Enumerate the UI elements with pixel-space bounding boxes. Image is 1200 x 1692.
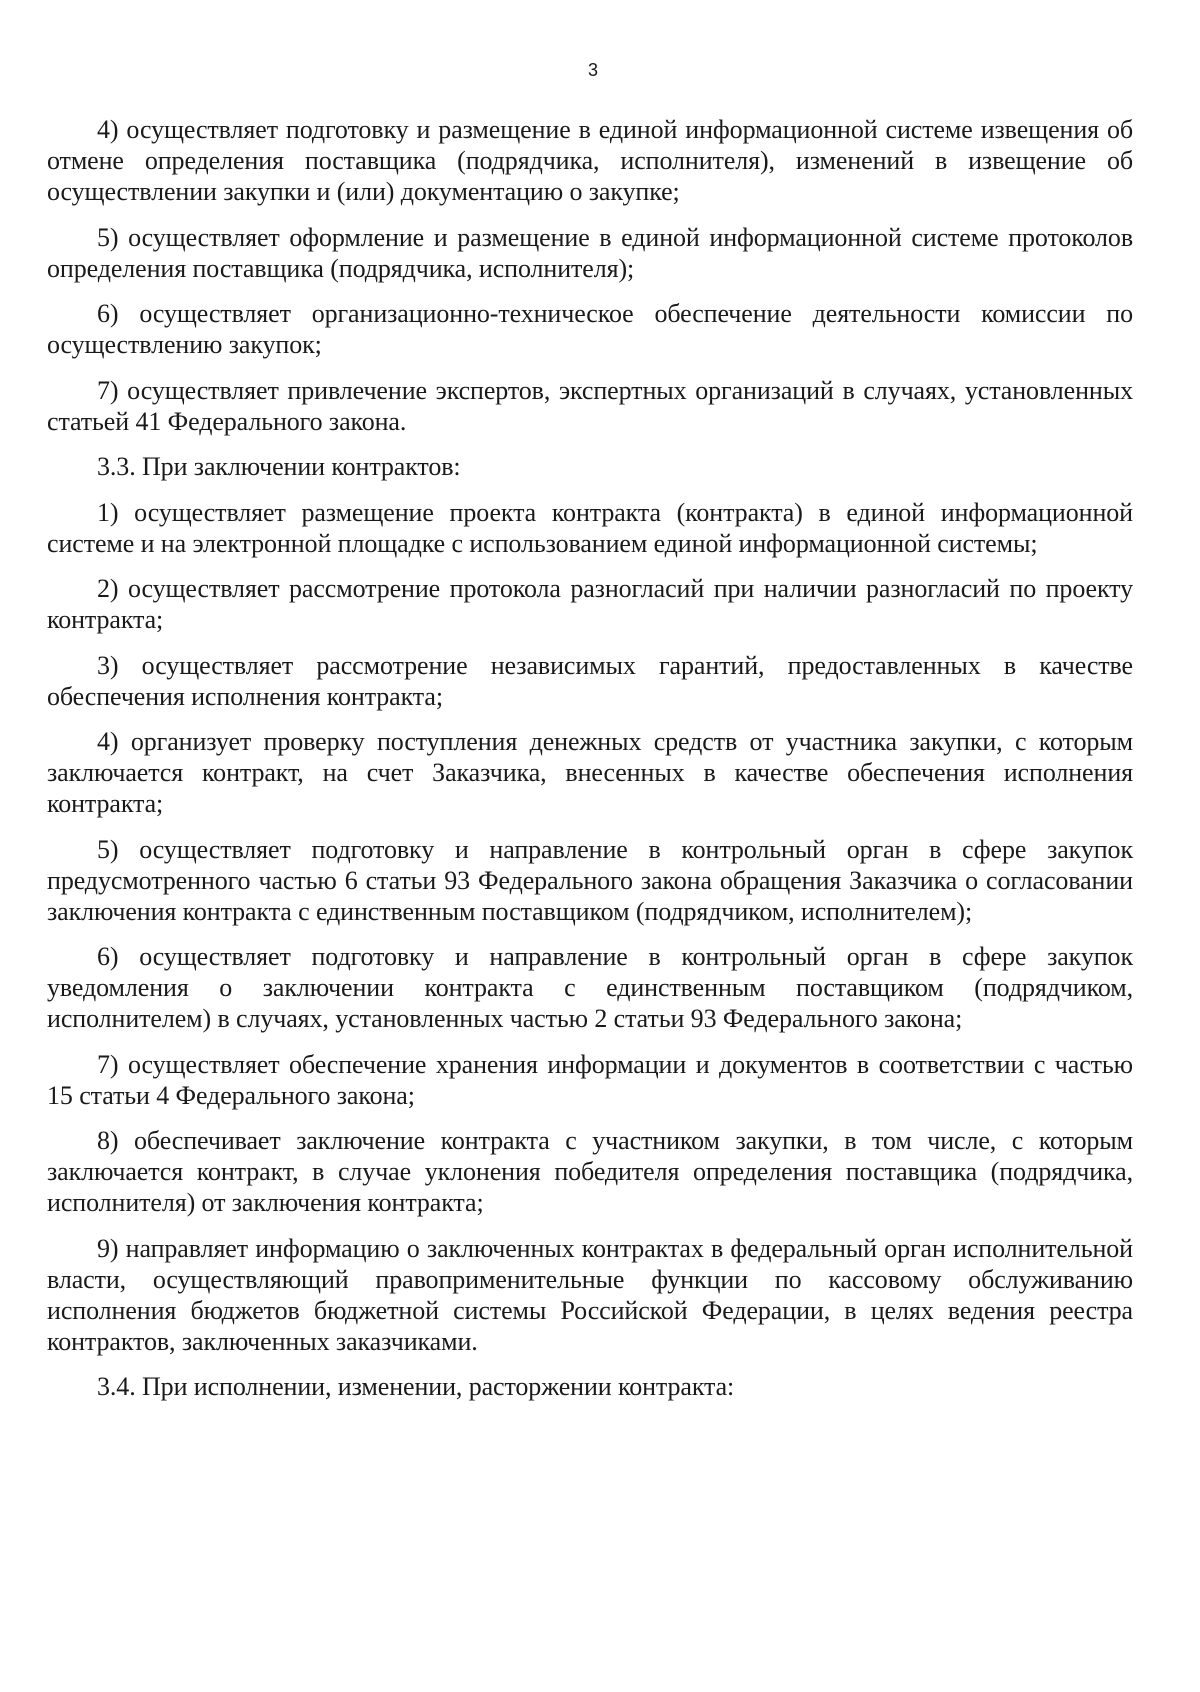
paragraph-item-6: 6) осуществляет организационно-техническое обеспечение деятельности комиссии по осуществлению закупок; [47, 299, 1133, 359]
paragraph-item-4: 4) осуществляет подготовку и размещение в единой информационной системе извещения об отмене определения поставщика (подрядчика, исполнителя), изменений в извещение об осуществлении закупки и (или) документацию о закупке; [47, 115, 1133, 206]
paragraph-item-3-3-4: 4) организует проверку поступления денежных средств от участника закупки, с которым заключается контракт, на счет Заказчика, внесенных в качестве обеспечения исполнения контракта; [47, 727, 1133, 818]
paragraph-item-3-3-1: 1) осуществляет размещение проекта контракта (контракта) в единой информационной системе и на электронной площадке с использованием единой информационной системы; [47, 497, 1133, 558]
paragraph-item-5: 5) осуществляет оформление и размещение в единой информационной системе протоколов определения поставщика (подрядчика, исполнителя); [47, 222, 1133, 283]
document-body [47, 114, 1133, 1417]
paragraph-item-3-3-3: 3) осуществляет рассмотрение независимых гарантий, предоставленных в качестве обеспечения исполнения контракта; [47, 650, 1133, 711]
page-number: 3 [587, 60, 598, 80]
section-heading-3-4: 3.4. При исполнении, изменении, расторжении контракта: [97, 1372, 735, 1401]
paragraph-item-3-3-6: 6) осуществляет подготовку и направление в контрольный орган в сфере закупок уведомления о заключении контракта с единственным поставщиком (подрядчиком, исполнителем) в случаях, установленных частью 2 статьи 93 Федерального закона; [47, 942, 1133, 1033]
paragraph-item-3-3-9: 9) направляет информацию о заключенных контрактах в федеральный орган исполнительной власти, осуществляющий правоприменительные функции по кассовому обслуживанию исполнения бюджетов бюджетной системы Российской Федерации, в целях ведения реестра контрактов, заключенных заказчиками. [47, 1233, 1133, 1356]
paragraph-item-3-3-5: 5) осуществляет подготовку и направление в контрольный орган в сфере закупок предусмотренного частью 6 статьи 93 Федерального закона обращения Заказчика о согласовании заключения контракта с единственным поставщиком (подрядчиком, исполнителем); [47, 834, 1133, 926]
paragraph-item-7: 7) осуществляет привлечение экспертов, экспертных организаций в случаях, установленных статьей 41 Федерального закона. [47, 375, 1133, 436]
paragraph-item-3-3-2: 2) осуществляет рассмотрение протокола разногласий при наличии разногласий по проекту контракта; [47, 574, 1133, 634]
paragraph-item-3-3-7: 7) осуществляет обеспечение хранения информации и документов в соответствии с частью 15 статьи 4 Федерального закона; [47, 1049, 1133, 1110]
paragraph-item-3-3-8: 8) обеспечивает заключение контракта с участником закупки, в том числе, с которым заключается контракт, в случае уклонения победителя определения поставщика (подрядчика, исполнителя) от заключения контракта; [47, 1126, 1133, 1217]
section-heading-3-3: 3.3. При заключении контрактов: [97, 452, 461, 481]
